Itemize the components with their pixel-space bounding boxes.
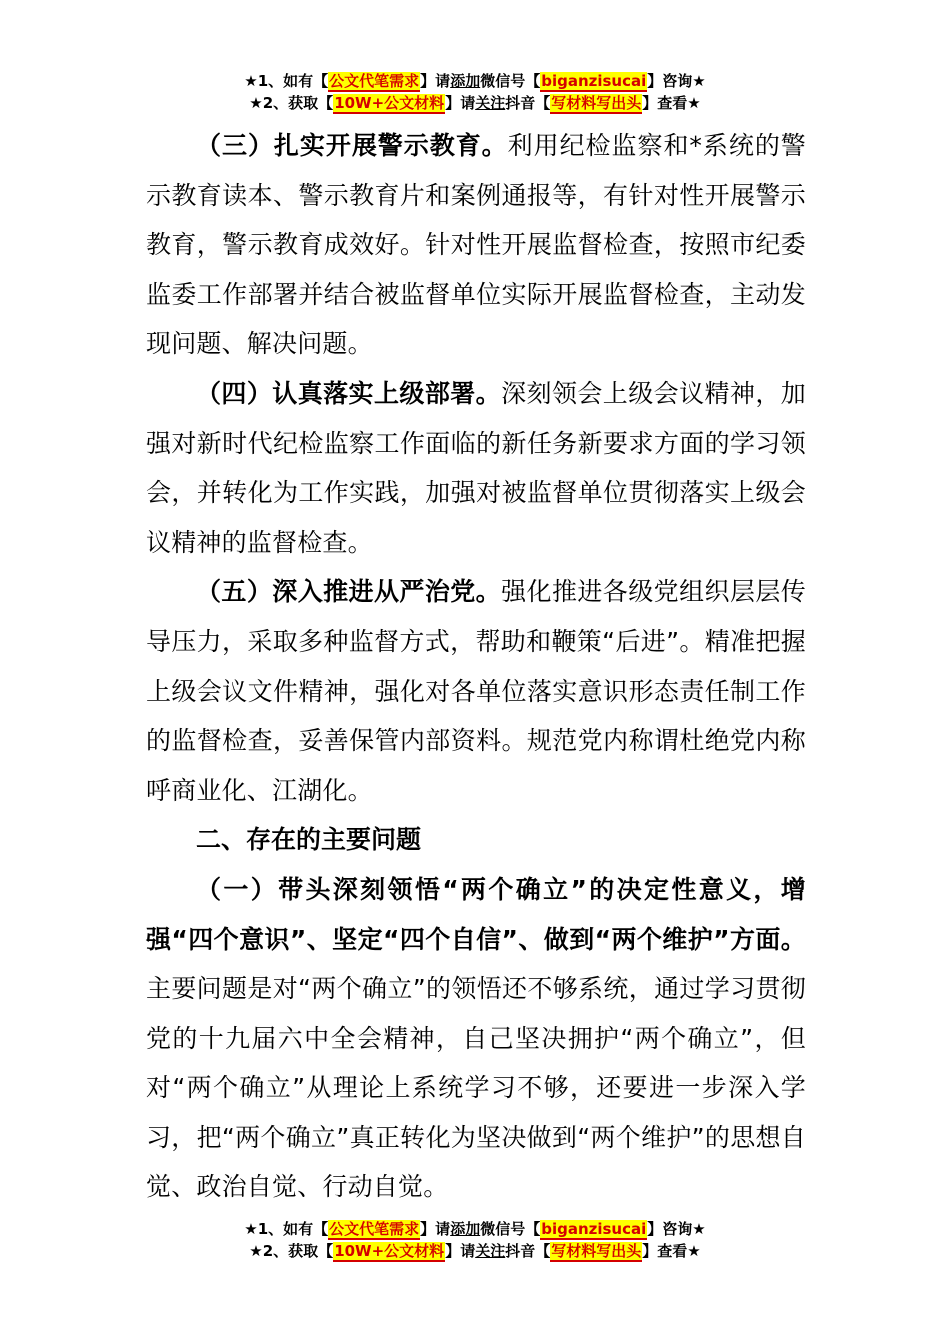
banner-wechat-id: biganzisucai [541, 72, 647, 90]
paragraph-lead: （一）带头深刻领悟“两个确立”的决定性意义，增强“四个意识”、坚定“四个自信”、做到“两个维护”方面。 [146, 874, 806, 954]
paragraph-text: 强化推进各级党组织层层传导压力，采取多种监督方式，帮助和鞭策“后进”。精准把握上级会议文件精神，强化对各单位落实意识形态责任制工作的监督检查，妥善保管内部资料。规范党内称谓杜绝党内称呼商业化、江湖化。 [146, 577, 806, 805]
section-heading: 二、存在的主要问题 [196, 825, 422, 855]
banner-wechat-id: biganzisucai [541, 1220, 647, 1238]
paragraph-implement-deployment [146, 369, 806, 567]
document-body [146, 121, 806, 1212]
paragraph-warning-education [146, 121, 806, 369]
paragraph-text: 主要问题是对“两个确立”的领悟还不够系统，通过学习贯彻党的十九届六中全会精神，自己坚决拥护“两个确立”，但对“两个确立”从理论上系统学习不够，还要进一步深入学习，把“两个确立”真正转化为坚决做到“两个维护”的思想自觉、政治自觉、行动自觉。 [146, 974, 806, 1202]
banner-highlight: 公文代笔需求 [329, 1220, 420, 1238]
banner-line-2: ★2、获取【10W+公文材料】请关注抖音【写材料写出头】查看★ [249, 94, 701, 112]
footer-banner [0, 1218, 950, 1262]
banner-line-1: ★1、如有【公文代笔需求】请添加微信号【biganzisucai】咨询★ [244, 1220, 706, 1238]
paragraph-text: 深刻领会上级会议精神，加强对新时代纪检监察工作面临的新任务新要求方面的学习领会，并转化为工作实践，加强对被监督单位贯彻落实上级会议精神的监督检查。 [146, 378, 806, 557]
paragraph-lead: （五）深入推进从严治党。 [196, 577, 502, 607]
banner-highlight: 10W+公文材料 [334, 94, 445, 112]
header-banner [0, 70, 950, 114]
banner-line-2: ★2、获取【10W+公文材料】请关注抖音【写材料写出头】查看★ [249, 1242, 701, 1260]
paragraph-lead: （三）扎实开展警示教育。 [196, 131, 508, 160]
banner-douyin-id: 写材料写出头 [551, 94, 642, 112]
paragraph-text: 利用纪检监察和*系统的警示教育读本、警示教育片和案例通报等，有针对性开展警示教育，警示教育成效好。针对性开展监督检查，按照市纪委监委工作部署并结合被监督单位实际开展监督检查，主动发现问题、解决问题。 [146, 131, 807, 359]
paragraph-main-problem-1 [146, 865, 806, 1212]
paragraph-lead: （四）认真落实上级部署。 [196, 378, 502, 408]
paragraph-strict-governance [146, 567, 806, 815]
banner-line-1: ★1、如有【公文代笔需求】请添加微信号【biganzisucai】咨询★ [244, 72, 706, 90]
banner-highlight: 10W+公文材料 [334, 1242, 445, 1260]
banner-highlight: 公文代笔需求 [329, 72, 420, 90]
banner-douyin-id: 写材料写出头 [551, 1242, 642, 1260]
